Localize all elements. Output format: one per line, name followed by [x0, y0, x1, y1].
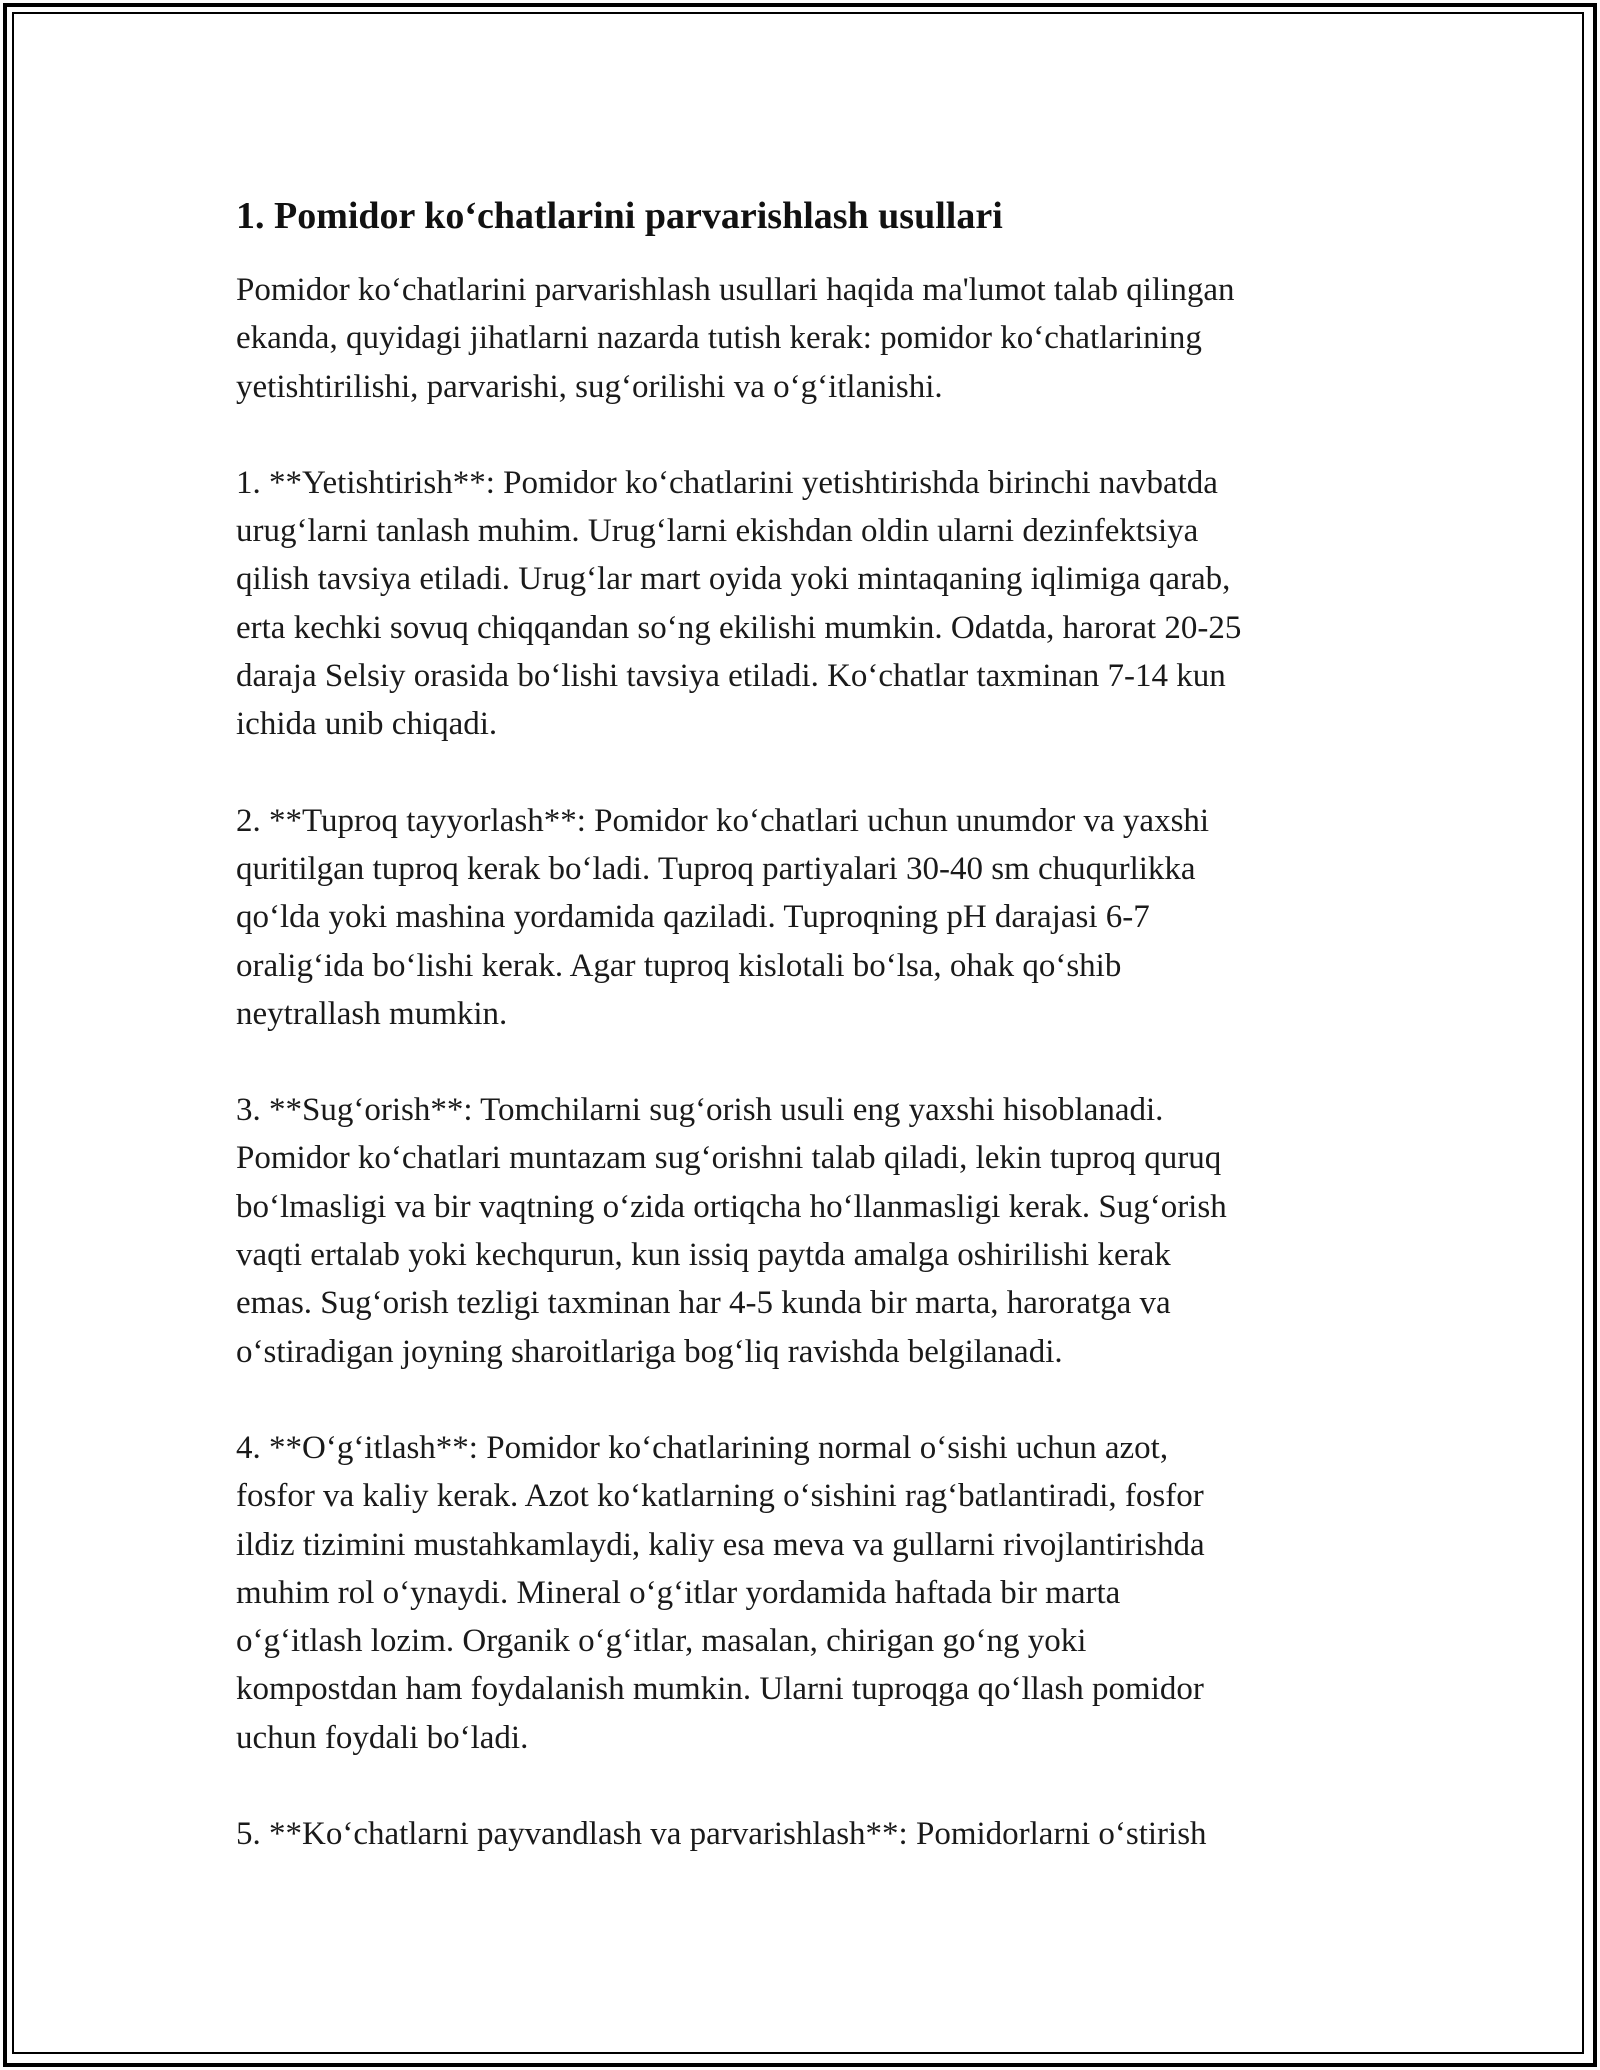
text-line: oralig‘ida bo‘lishi kerak. Agar tuproq kislotali bo‘lsa, ohak qo‘shib: [236, 947, 1122, 984]
section-ogitlash-paragraph: [236, 1424, 1376, 1762]
text-line: o‘stiradigan joyning sharoitlariga bog‘liq ravishda belgilanadi.: [236, 1333, 1063, 1370]
text-line: ildiz tizimini mustahkamlaydi, kaliy esa meva va gullarni rivojlantirishda: [236, 1526, 1205, 1563]
intro-paragraph: [236, 266, 1376, 411]
text-line: emas. Sug‘orish tezligi taxminan har 4-5 kunda bir marta, haroratga va: [236, 1285, 1171, 1322]
text-line: bo‘lmasligi va bir vaqtning o‘zida ortiqcha ho‘llanmasligi kerak. Sug‘orish: [236, 1188, 1227, 1225]
text-line: 2. **Tuproq tayyorlash**: Pomidor ko‘chatlari uchun unumdor va yaxshi: [236, 802, 1210, 839]
text-line: 4. **O‘g‘itlash**: Pomidor ko‘chatlarining normal o‘sishi uchun azot,: [236, 1429, 1169, 1466]
text-line: 3. **Sug‘orish**: Tomchilarni sug‘orish usuli eng yaxshi hisoblanadi.: [236, 1092, 1164, 1129]
text-line: ekanda, quyidagi jihatlarni nazarda tutish kerak: pomidor ko‘chatlarining: [236, 320, 1202, 357]
text-line: qilish tavsiya etiladi. Urug‘lar mart oyida yoki mintaqaning iqlimiga qarab,: [236, 561, 1231, 598]
text-line: qo‘lda yoki mashina yordamida qaziladi. Tuproqning pH darajasi 6-7: [236, 899, 1150, 936]
text-line: erta kechki sovuq chiqqandan so‘ng ekilishi mumkin. Odatda, harorat 20-25: [236, 609, 1242, 646]
text-line: urug‘larni tanlash muhim. Urug‘larni ekishdan oldin ularni dezinfektsiya: [236, 513, 1199, 550]
text-line: yetishtirilishi, parvarishi, sug‘orilishi va o‘g‘itlanishi.: [236, 368, 943, 405]
text-line: daraja Selsiy orasida bo‘lishi tavsiya etiladi. Ko‘chatlar taxminan 7-14 kun: [236, 658, 1226, 695]
text-line: uchun foydali bo‘ladi.: [236, 1719, 529, 1756]
text-line: 1. **Yetishtirish**: Pomidor ko‘chatlarini yetishtirishda birinchi navbatda: [236, 464, 1218, 501]
text-line: vaqti ertalab yoki kechqurun, kun issiq paytda amalga oshirilishi kerak: [236, 1237, 1171, 1274]
text-line: quritilgan tuproq kerak bo‘ladi. Tuproq partiyalari 30-40 sm chuqurlikka: [236, 850, 1196, 887]
text-line: o‘g‘itlash lozim. Organik o‘g‘itlar, masalan, chirigan go‘ng yoki: [236, 1623, 1087, 1660]
text-line: 5. **Ko‘chatlarni payvandlash va parvarishlash**: Pomidorlarni o‘stirish: [236, 1816, 1207, 1853]
text-line: muhim rol o‘ynaydi. Mineral o‘g‘itlar yordamida haftada bir marta: [236, 1574, 1121, 1611]
text-line: kompostdan ham foydalanish mumkin. Ularni tuproqga qo‘llash pomidor: [236, 1671, 1204, 1708]
section-tuproq-paragraph: [236, 797, 1376, 1038]
text-line: neytrallash mumkin.: [236, 995, 508, 1032]
document-title: 1. Pomidor ko‘chatlarini parvarishlash usullari: [236, 195, 1003, 237]
section-sugorish-paragraph: [236, 1086, 1376, 1376]
section-yetishtirish-paragraph: [236, 459, 1376, 749]
text-line: fosfor va kaliy kerak. Azot ko‘katlarning o‘sishini rag‘batlantiradi, fosfor: [236, 1478, 1204, 1515]
text-line: Pomidor ko‘chatlarini parvarishlash usullari haqida ma'lumot talab qilingan: [236, 272, 1235, 308]
document-body: [236, 188, 1376, 1906]
text-line: Pomidor ko‘chatlari muntazam sug‘orishni talab qiladi, lekin tuproq quruq: [236, 1140, 1222, 1177]
section-payvandlash-paragraph: [236, 1810, 1376, 1858]
text-line: ichida unib chiqadi.: [236, 706, 498, 743]
